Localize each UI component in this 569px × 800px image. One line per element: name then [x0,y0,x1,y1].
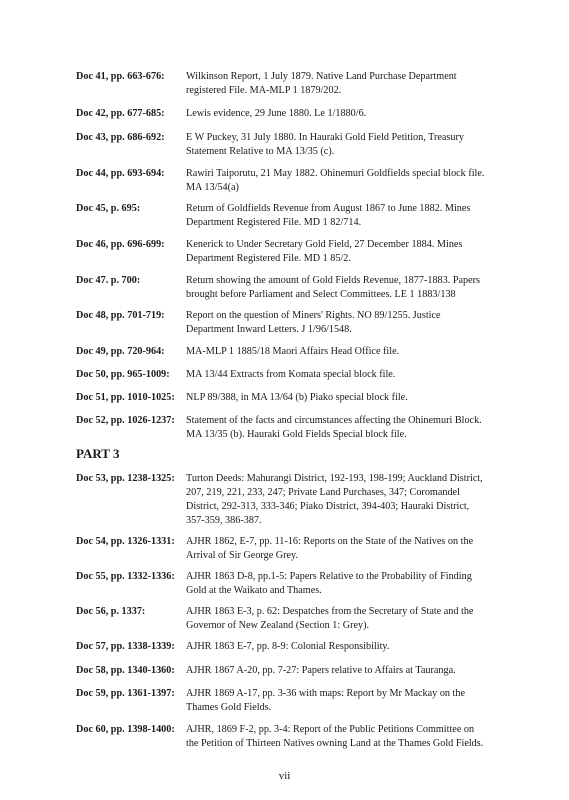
page-number: vii [278,770,291,782]
doc-description: AJHR 1863 D-8, pp.1-5: Papers Relative to the Probability of Finding Gold at the Waikato and Thames. [186,571,472,596]
doc-description: AJHR, 1869 F-2, pp. 3-4: Report of the Public Petitions Committee on the Petition of Thirteen Natives owning Land at the Thames Gold Fields. [186,724,484,749]
section-heading: PART 3 [76,446,120,461]
doc-description: Statement of the facts and circumstances affecting the Ohinemuri Block. MA 13/35 (b). Hauraki Gold Fields Special block file. [186,415,482,440]
doc-reference: Doc 47. p. 700: [76,275,141,286]
doc-reference: Doc 51, pp. 1010-1025: [76,392,175,403]
doc-reference: Doc 48, pp. 701-719: [76,310,165,321]
doc-description: Turton Deeds: Mahurangi District, 192-193, 198-199; Auckland District, 207, 219, 221, 233, 247; Private Land Purchases, 347; Coromandel District, 292-313, 333-346; Piako District, 394-403; Hauraki District, 357-359, 386-387. [186,473,483,526]
doc-description: AJHR 1862, E-7, pp. 11-16: Reports on the State of the Natives on the Arrival of Sir George Grey. [186,536,474,561]
doc-description: Lewis evidence, 29 June 1880. Le 1/1880/6. [186,108,367,119]
doc-reference: Doc 52, pp. 1026-1237: [76,415,175,426]
doc-reference: Doc 59, pp. 1361-1397: [76,688,175,699]
doc-reference: Doc 43, pp. 686-692: [76,132,165,143]
doc-reference: Doc 54, pp. 1326-1331: [76,536,175,547]
doc-reference: Doc 50, pp. 965-1009: [76,369,170,380]
doc-reference: Doc 42, pp. 677-685: [76,108,165,119]
doc-reference: Doc 45, p. 695: [76,203,141,214]
doc-reference: Doc 58, pp. 1340-1360: [76,665,175,676]
doc-description: AJHR 1869 A-17, pp. 3-36 with maps: Report by Mr Mackay on the Thames Gold Fields. [186,688,465,713]
doc-description: Kenerick to Under Secretary Gold Field, 27 December 1884. Mines Department Registered File. MD 1 85/2. [186,239,463,264]
doc-description: Return showing the amount of Gold Fields Revenue, 1877-1883. Papers brought before Parliament and Select Committees. LE 1 1883/138 [186,275,480,300]
doc-reference: Doc 55, pp. 1332-1336: [76,571,175,582]
doc-description: AJHR 1863 E-7, pp. 8-9: Colonial Responsibility. [186,641,390,652]
doc-reference: Doc 60, pp. 1398-1400: [76,724,175,735]
doc-description: AJHR 1867 A-20, pp. 7-27: Papers relative to Affairs at Tauranga. [186,665,456,676]
doc-description: AJHR 1863 E-3, p. 62: Despatches from the Secretary of State and the Governor of New Zealand (Section 1: Grey). [186,606,474,631]
doc-reference: Doc 57, pp. 1338-1339: [76,641,175,652]
doc-reference: Doc 56, p. 1337: [76,606,146,617]
doc-reference: Doc 46, pp. 696-699: [76,239,165,250]
doc-description: Rawiri Taiporutu, 21 May 1882. Ohinemuri Goldfields special block file. MA 13/54(a) [186,168,485,193]
doc-description: MA-MLP 1 1885/18 Maori Affairs Head Office file. [186,346,400,357]
doc-description: MA 13/44 Extracts from Komata special block file. [186,369,396,380]
doc-description: NLP 89/388, in MA 13/64 (b) Piako special block file. [186,392,408,403]
doc-reference: Doc 53, pp. 1238-1325: [76,473,175,484]
doc-reference: Doc 49, pp. 720-964: [76,346,165,357]
doc-description: Wilkinson Report, 1 July 1879. Native Land Purchase Department registered File. MA-MLP 1 1879/202. [186,71,457,96]
doc-reference: Doc 44, pp. 693-694: [76,168,165,179]
doc-description: E W Puckey, 31 July 1880. In Hauraki Gold Field Petition, Treasury Statement Relative to MA 13/35 (c). [186,132,464,157]
doc-reference: Doc 41, pp. 663-676: [76,71,165,82]
doc-description: Return of Goldfields Revenue from August 1867 to June 1882. Mines Department Registered File. MD 1 82/714. [186,203,471,228]
doc-description: Report on the question of Miners' Rights. NO 89/1255. Justice Department Inward Letters. J 1/96/1548. [186,310,441,335]
